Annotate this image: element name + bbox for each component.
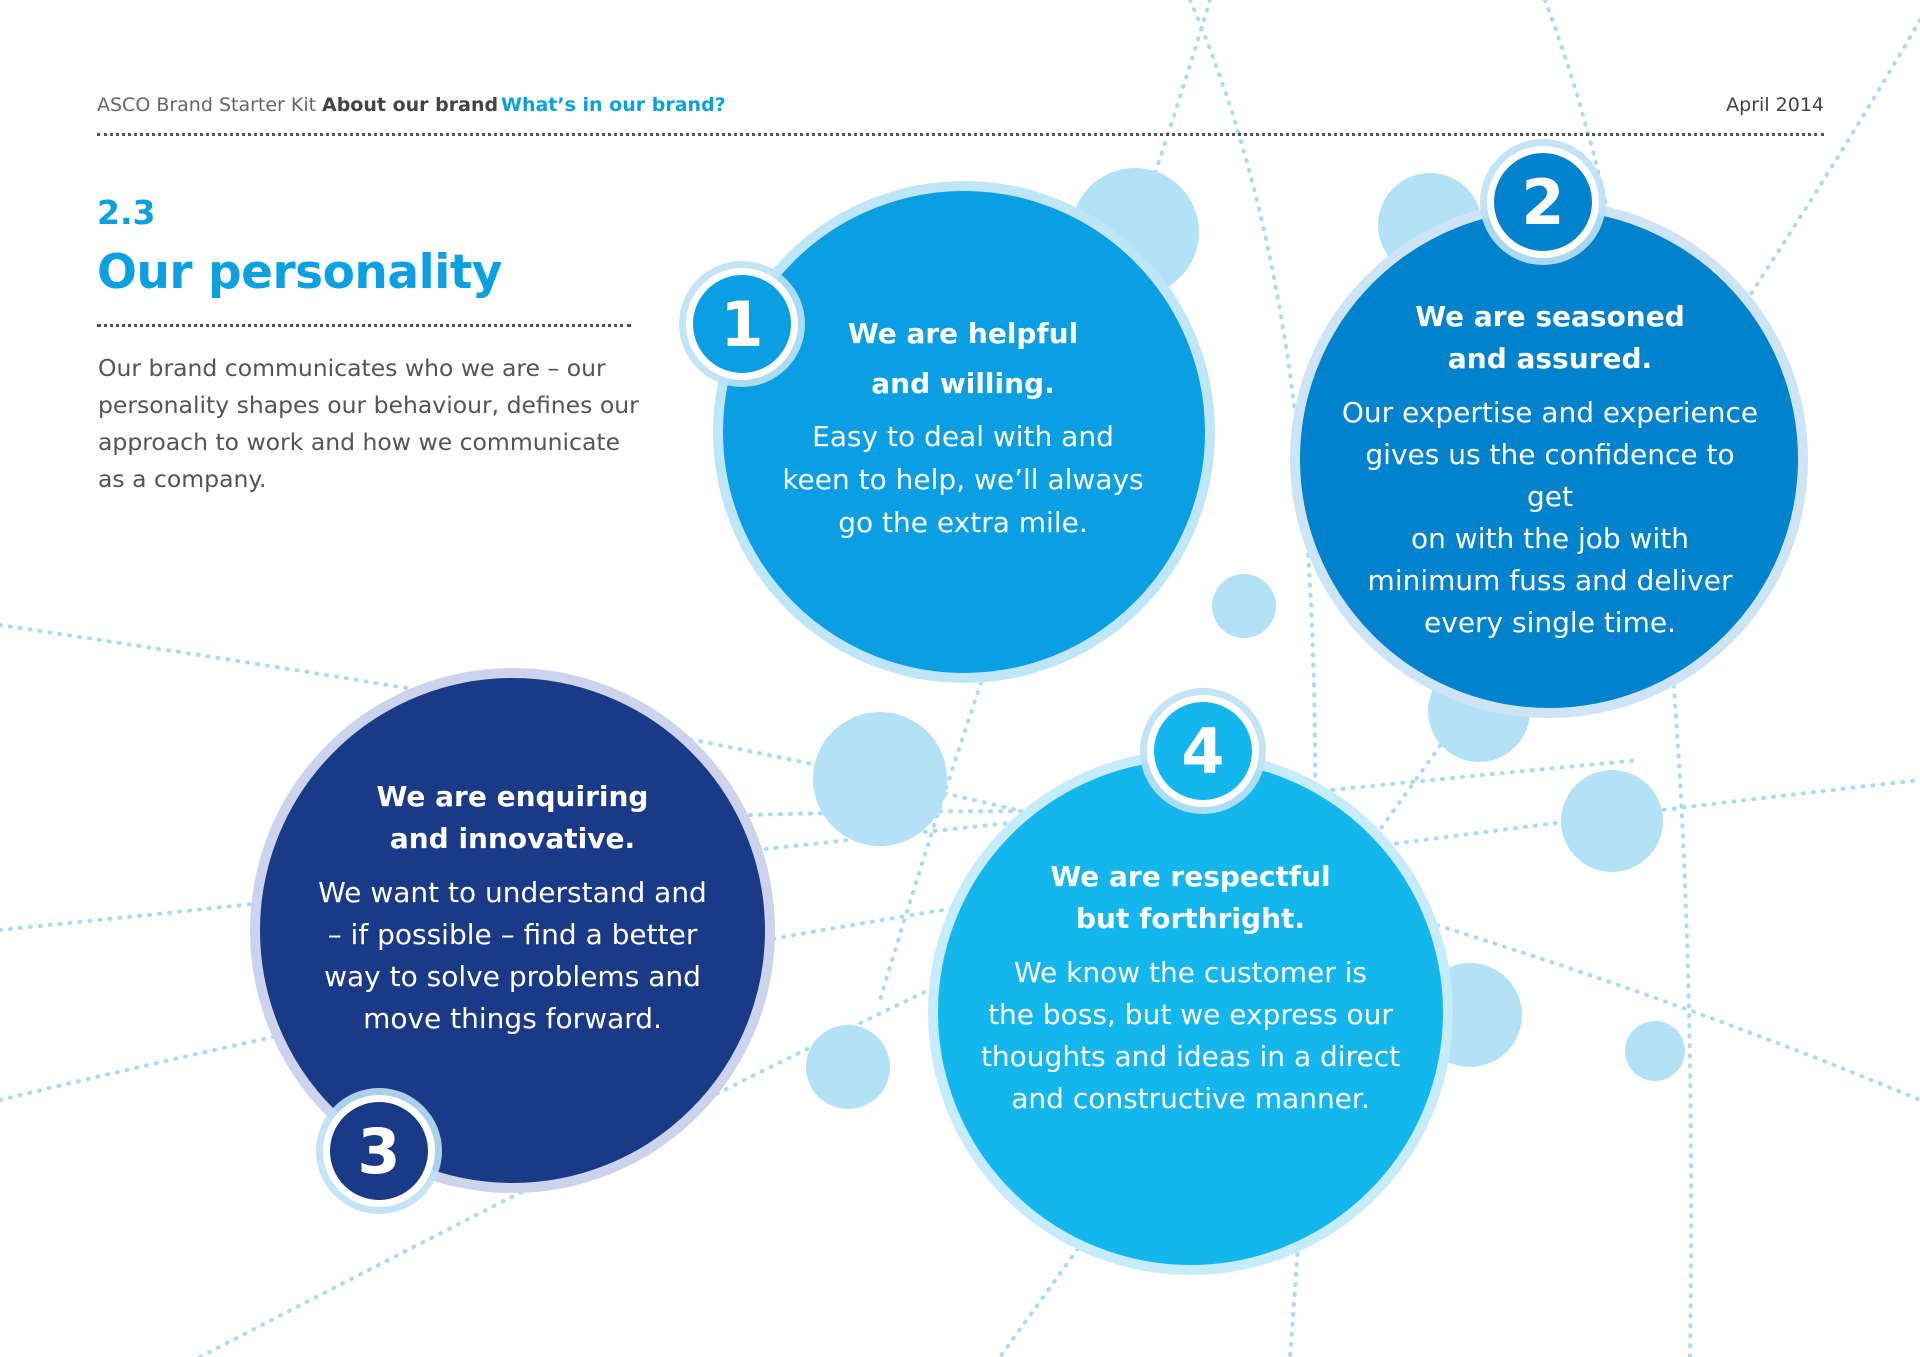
page-title: Our personality [97,245,502,300]
bubble [1561,770,1663,872]
bubble [1625,1021,1685,1081]
trait-circle-2 [1290,200,1808,718]
trait-number-badge-4: 4 [1147,695,1259,807]
trait-circle-1 [713,181,1215,683]
trait-heading: We are seasoned and assured. [1415,300,1685,375]
bubble [1212,574,1276,638]
bubble [806,1025,890,1109]
trait-number-badge-3: 3 [323,1095,435,1207]
trait-description: We know the customer is the boss, but we express our thoughts and ideas in a direct and constructive manner. [980,956,1401,1115]
trait-heading: We are helpful and willing. [847,317,1079,400]
intro-paragraph: Our brand communicates who we are – our personality shapes our behaviour, defines our approach to work and how we communicate as a company. [98,354,639,493]
bubble [813,712,947,846]
trait-content [300,776,725,1040]
header-date: April 2014 [1726,94,1824,116]
trait-number-badge-1: 1 [686,268,798,380]
trait-description: Our expertise and experience gives us the confidence to get on with the job with minimum fuss and deliver every single time. [1341,396,1759,639]
title-divider [97,324,631,327]
trait-heading: We are enquiring and innovative. [376,780,649,855]
trait-heading: We are respectful but forthright. [1050,860,1331,935]
nav-about-link[interactable]: About our brand [322,94,499,116]
kit-name: ASCO Brand Starter Kit [97,94,317,116]
trait-description: We want to understand and – if possible – find a better way to solve problems and move things forward. [318,876,707,1035]
trait-number-badge-2: 2 [1487,146,1599,258]
section-number: 2.3 [97,193,156,232]
trait-description: Easy to deal with and keen to help, we’ll always go the extra mile. [782,420,1144,539]
trait-circle-3 [250,668,775,1193]
header-bar [97,94,1824,122]
trait-content [978,856,1403,1120]
trait-circle-4 [928,750,1453,1275]
trait-content [773,309,1153,544]
trait-content [1340,296,1760,644]
nav-whats-link[interactable]: What’s in our brand? [501,94,726,116]
header-divider [97,133,1824,136]
